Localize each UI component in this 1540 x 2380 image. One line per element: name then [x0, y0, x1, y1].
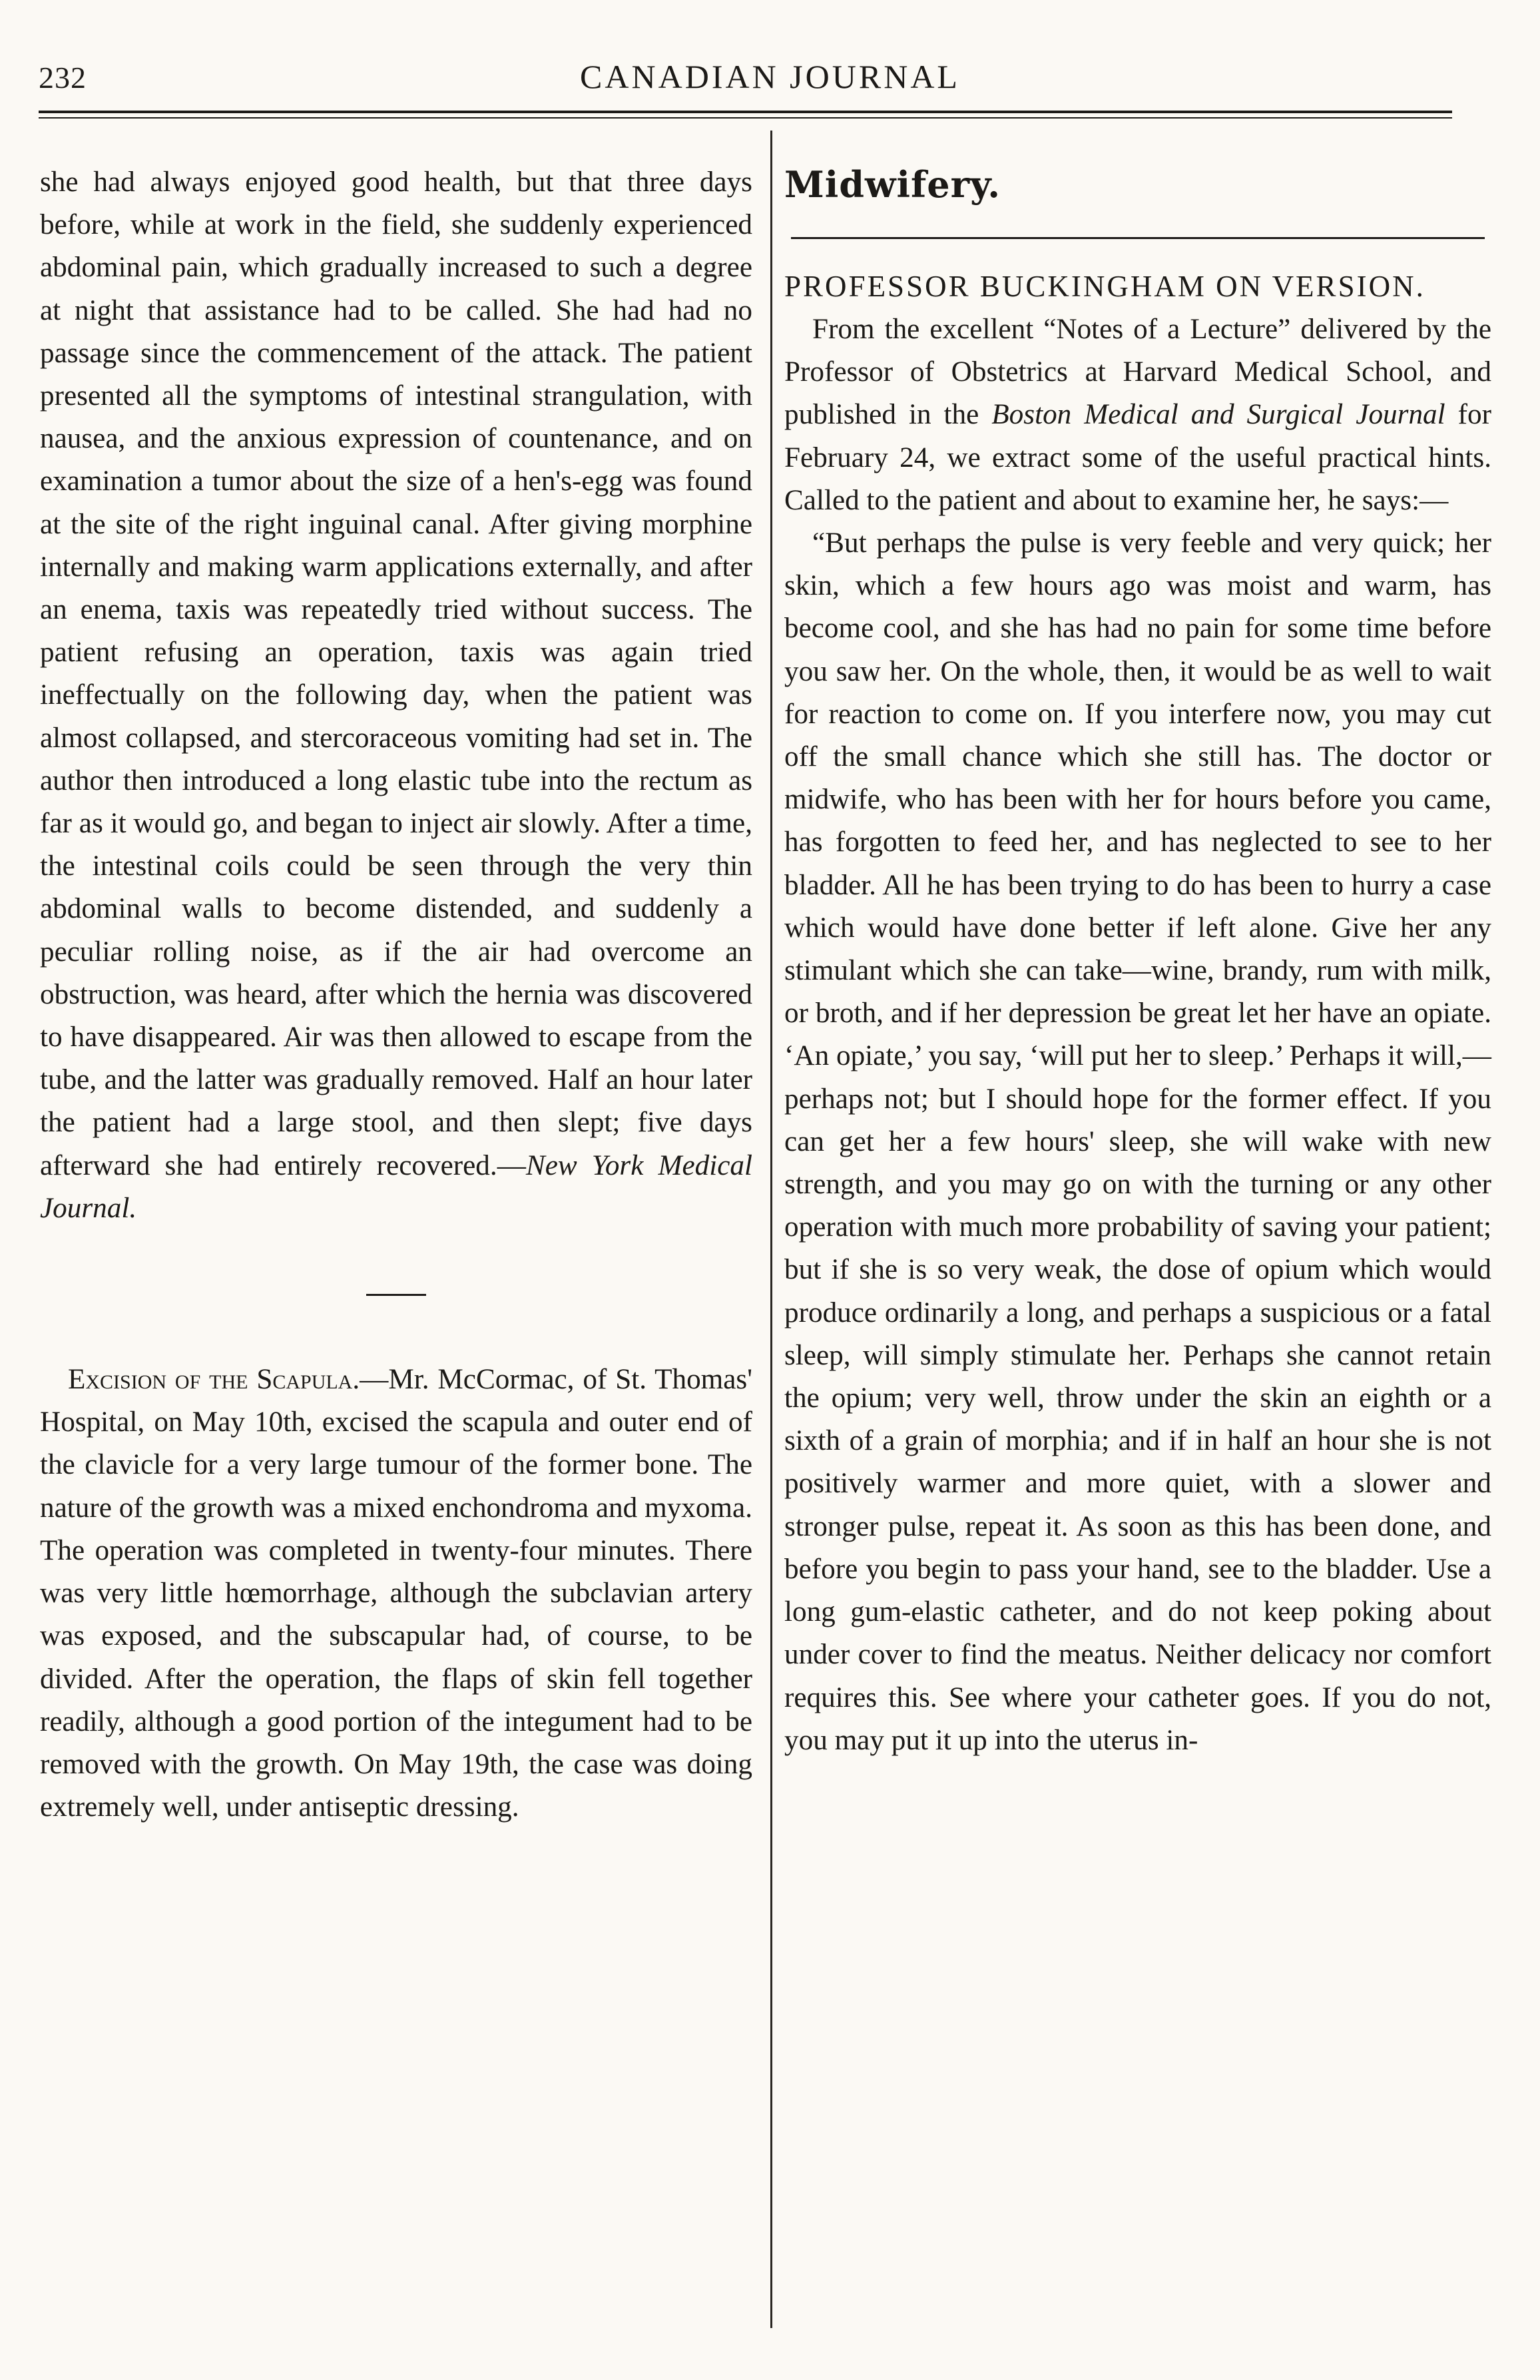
excision-paragraph: Excision of the Scapula.—Mr. McCormac, of St. Thomas' Hospital, on May 10th, excised the scapula and outer end of the clavicle for a very large tumour of the former bone. The nature of the growth was a mixed enchondroma and myxoma. The operation was completed in twenty-four minutes. There was very little hœmorrhage, although the subclavian artery was exposed, and the subscapular had, of course, to be divided. After the operation, the flaps of skin fell together readily, although a good portion of the integument had to be removed with the growth. On May 19th, the case was doing extremely well, under antiseptic dressing.	[40, 1364, 753, 1823]
article-title: PROFESSOR BUCKINGHAM ON VERSION.	[784, 270, 1425, 303]
hernia-case-source: New York Medical Journal.	[40, 1149, 752, 1224]
intro-text-before: From the excellent “Notes of a Lecture” delivered by the Professor of Obstetrics at Harvard Medical School, and published in the	[784, 314, 1491, 431]
left-column	[40, 161, 752, 1829]
hernia-case-text: she had always enjoyed good health, but that three days before, while at work in the field, she suddenly experienced abdominal pain, which gradually increased to such a degree at night that assistance had to be called. She had had no passage since the commencement of the attack. The patient presented all the symptoms of intestinal strangulation, with nausea, and the anxious expression of countenance, and on examination a tumor about the size of a hen's-egg was found at the site of the right inguinal canal. After giving morphine internally and making warm applications externally, and after an enema, taxis was repeatedly tried without success. The patient refusing an operation, taxis was again tried ineffectually on the following day, when the patient was almost collapsed, and stercoraceous vomiting had set in. The author then introduced a long elastic tube into the rectum as far as it would go, and began to inject air slowly. After a time, the intestinal coils could be seen through the very thin abdominal walls to become distended, and suddenly a peculiar rolling noise, as if the air had overcome an obstruction, was heard, after which the hernia was discovered to have disappeared. Air was then allowed to escape from the tube, and the latter was gradually removed. Half an hour later the patient had a large stool, and then slept; five days afterward she had entirely recovered.	[40, 166, 752, 1181]
hernia-case-paragraph: she had always enjoyed good health, but that three days before, while at work in the field, she suddenly experienced abdominal pain, which gradually increased to such a degree at night that assistance had to be called. She had had no passage since the commencement of the attack. The patient presented all the symptoms of intestinal strangulation, with nausea, and the anxious expression of countenance, and on examination a tumor about the size of a hen's-egg was found at the site of the right inguinal canal. After giving morphine internally and making warm applications externally, and after an enema, taxis was repeatedly tried without success. The patient refusing an operation, taxis was again tried ineffectually on the following day, when the patient was almost collapsed, and stercoraceous vomiting had set in. The author then introduced a long elastic tube into the rectum as far as it would go, and began to inject air slowly. After a time, the intestinal coils could be seen through the very thin abdominal walls to become distended, and suddenly a peculiar rolling noise, as if the air had overcome an obstruction, was heard, after which the hernia was discovered to have disappeared. Air was then allowed to escape from the tube, and the latter was gradually removed. Half an hour later the patient had a large stool, and then slept; five days afterward she had entirely recovered.—New York Medical Journal.	[40, 166, 752, 1224]
excision-heading: Excision of the Scapula.	[68, 1364, 360, 1396]
right-column	[784, 161, 1491, 1762]
quote-paragraph: “But perhaps the pulse is very feeble and very quick; her skin, which a few hours ago was moist and warm, has become cool, and she has had no pain for some time before you saw her. On the whole, then, it would be as well to wait for reaction to come on. If you interfere now, you may cut off the small chance which she still has. The doctor or midwife, who has been with her for hours before you came, has forgotten to feed her, and has neglected to see to her bladder. All he has been trying to do has been to hurry a case which would have done better if left alone. Give her any stimulant which she can take—wine, brandy, rum with milk, or broth, and if her depression be great let her have an opiate. ‘An opiate,’ you say, ‘will put her to sleep.’ Perhaps it will,—perhaps not; but I should hope for the former effect. If you can get her a few hours' sleep, she will wake with new strength, and you may go on with the turning or any other operation with much more probability of saving your patient; but if she is so very weak, the dose of opium which would produce ordinarily a long, and perhaps a suspicious or a fatal sleep, will simply stimulate her. Perhaps she cannot retain the opium; very well, throw under the skin an eighth or a sixth of a grain of morphia; and if in half an hour she is not positively warmer and more quiet, with a slower and stronger pulse, repeat it. As soon as this has been done, and before you begin to pass your hand, see to the bladder. Use a long gum-elastic catheter, and do not keep poking about under cover to find the meatus. Neither delicacy nor comfort requires this. See where your catheter goes. If you do not, you may put it up into the uterus in-	[784, 527, 1491, 1756]
running-head: CANADIAN JOURNAL	[580, 58, 960, 95]
excision-text: Mr. McCormac, of St. Thomas' Hospital, on May 10th, excised the scapula and outer end of the clavicle for a very large tumour of the former bone. The nature of the growth was a mixed enchondroma and myxoma. The operation was completed in twenty-four minutes. There was very little hœmorrhage, although the subclavian artery was exposed, and the subscapular had, of course, to be divided. After the operation, the flaps of skin fell together readily, although a good portion of the integument had to be removed with the growth. On May 19th, the case was doing extremely well, under antiseptic dressing.	[40, 1364, 753, 1823]
section-divider	[366, 1294, 426, 1296]
column-divider	[770, 131, 772, 2328]
intro-paragraph	[784, 308, 1491, 522]
intro-text-after: for February 24, we extract some of the useful practical hints. Called to the patient and about to examine her, he says:—	[784, 399, 1491, 516]
header-rule-thick	[39, 111, 1452, 113]
heading-rule	[791, 237, 1485, 239]
section-heading-midwifery: Midwifery.	[784, 163, 1001, 206]
journal-name: Boston Medical and Surgical Journal	[991, 399, 1445, 431]
page-number: 232	[39, 61, 87, 95]
header-rule-thin	[39, 117, 1452, 119]
